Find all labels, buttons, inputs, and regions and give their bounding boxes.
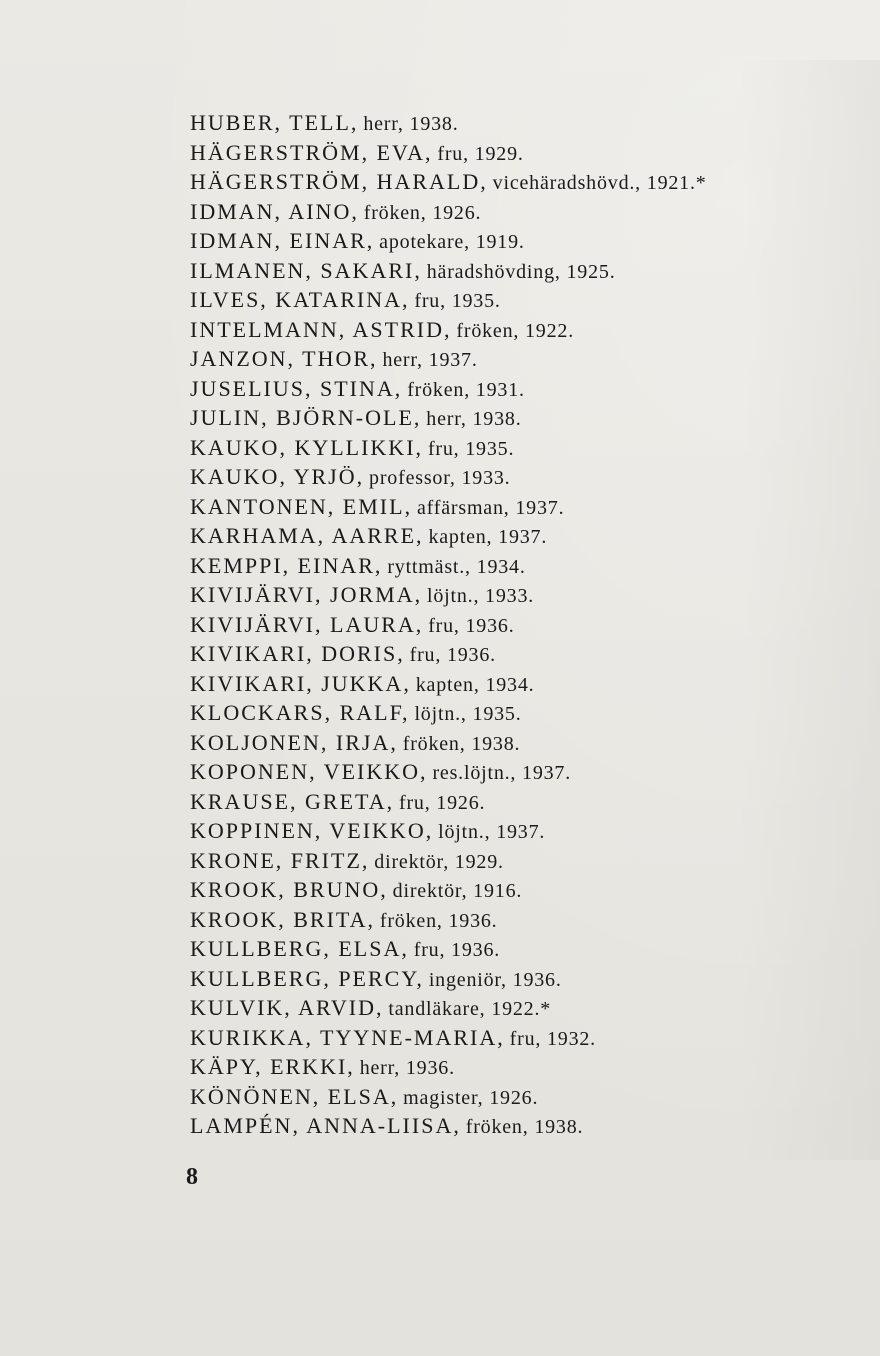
list-item xyxy=(190,108,707,138)
entry-name: KIVIKARI, JUKKA, xyxy=(190,670,411,696)
list-item xyxy=(190,226,707,256)
entry-details: fröken, 1938. xyxy=(465,1116,584,1138)
entry-details: ryttmäst., 1934. xyxy=(387,555,526,578)
list-item xyxy=(190,728,707,758)
entry-details: fru, 1936. xyxy=(413,939,501,961)
entry-name: KRAUSE, GRETA, xyxy=(190,788,395,814)
entry-name: KAUKO, KYLLIKKI, xyxy=(190,434,424,460)
entry-name: KULLBERG, ELSA, xyxy=(190,936,409,961)
entry-name: KULLBERG, PERCY, xyxy=(190,965,424,991)
entry-details: löjtn., 1935. xyxy=(414,703,522,725)
list-item xyxy=(190,816,707,846)
entry-name: KOLJONEN, IRJA, xyxy=(190,729,398,755)
list-item xyxy=(190,462,707,492)
list-item xyxy=(190,197,707,227)
list-item xyxy=(190,639,707,669)
entry-details: fröken, 1926. xyxy=(363,201,482,224)
list-item xyxy=(190,757,707,787)
list-item xyxy=(190,993,707,1023)
member-list xyxy=(190,108,707,1141)
entry-details: fru, 1929. xyxy=(437,142,524,165)
list-item xyxy=(190,315,707,345)
entry-name: KIVIKARI, DORIS, xyxy=(190,641,405,666)
list-item xyxy=(190,551,707,581)
entry-details: herr, 1937. xyxy=(382,349,478,371)
list-item xyxy=(190,934,707,964)
entry-name: IDMAN, EINAR, xyxy=(190,228,375,253)
entry-name: KROOK, BRITA, xyxy=(190,906,375,932)
list-item xyxy=(190,875,707,905)
entry-name: IDMAN, AINO, xyxy=(190,198,359,224)
entry-name: HÄGERSTRÖM, EVA, xyxy=(190,139,433,165)
entry-details: fru, 1935. xyxy=(427,437,515,460)
list-item xyxy=(190,521,707,551)
list-item xyxy=(190,492,707,522)
list-item xyxy=(190,285,707,315)
list-item xyxy=(190,344,707,374)
entry-details: herr, 1938. xyxy=(426,408,522,430)
entry-details: fröken, 1922. xyxy=(456,319,575,342)
entry-details: herr, 1936. xyxy=(359,1057,455,1079)
entry-name: KULVIK, ARVID, xyxy=(190,995,384,1020)
entry-details: direktör, 1916. xyxy=(392,880,523,902)
entry-name: KOPONEN, VEIKKO, xyxy=(190,759,428,784)
list-item xyxy=(190,256,707,286)
list-item xyxy=(190,138,707,168)
list-item xyxy=(190,167,707,197)
list-item xyxy=(190,1023,707,1053)
list-item xyxy=(190,698,707,728)
list-item xyxy=(190,669,707,699)
entry-name: LAMPÉN, ANNA-LIISA, xyxy=(190,1113,461,1138)
entry-name: JANZON, THOR, xyxy=(190,346,378,371)
list-item xyxy=(190,1052,707,1082)
list-item xyxy=(190,787,707,817)
list-item xyxy=(190,1111,707,1141)
entry-name: KÖNÖNEN, ELSA, xyxy=(190,1083,399,1109)
entry-details: fru, 1936. xyxy=(428,614,515,637)
entry-details: fröken, 1936. xyxy=(379,909,498,932)
entry-name: KOPPINEN, VEIKKO, xyxy=(190,818,434,843)
entry-name: KEMPPI, EINAR, xyxy=(190,552,383,578)
list-item xyxy=(190,964,707,994)
entry-name: KANTONEN, EMIL, xyxy=(190,493,413,519)
list-item xyxy=(190,1082,707,1112)
entry-details: magister, 1926. xyxy=(403,1086,539,1109)
entry-name: KAUKO, YRJÖ, xyxy=(190,464,365,489)
entry-name: INTELMANN, ASTRID, xyxy=(190,316,452,342)
list-item xyxy=(190,905,707,935)
entry-name: ILVES, KATARINA, xyxy=(190,287,410,312)
entry-details: fröken, 1931. xyxy=(407,378,525,401)
entry-name: HUBER, TELL, xyxy=(190,110,359,135)
entry-details: löjtn., 1937. xyxy=(438,821,546,843)
entry-details: fru, 1935. xyxy=(414,290,501,312)
entry-details: professor, 1933. xyxy=(369,467,511,489)
entry-details: affärsman, 1937. xyxy=(416,496,565,519)
entry-name: ILMANEN, SAKARI, xyxy=(190,257,422,283)
entry-details: kapten, 1937. xyxy=(428,526,548,548)
entry-name: KLOCKARS, RALF, xyxy=(190,700,410,725)
entry-details: kapten, 1934. xyxy=(415,673,535,696)
entry-details: apotekare, 1919. xyxy=(379,231,525,253)
entry-name: KURIKKA, TYYNE-MARIA, xyxy=(190,1024,505,1050)
entry-details: res.löjtn., 1937. xyxy=(432,762,572,784)
entry-name: HÄGERSTRÖM, HARALD, xyxy=(190,169,488,194)
entry-details: fru, 1936. xyxy=(409,644,496,666)
entry-details: ingeniör, 1936. xyxy=(428,968,562,991)
entry-name: KIVIJÄRVI, JORMA, xyxy=(190,582,423,607)
entry-details: häradshövding, 1925. xyxy=(426,260,616,283)
entry-details: herr, 1938. xyxy=(363,113,459,135)
entry-name: KÄPY, ERKKI, xyxy=(190,1054,355,1079)
entry-details: löjtn., 1933. xyxy=(426,585,535,607)
list-item xyxy=(190,433,707,463)
entry-name: JUSELIUS, STINA, xyxy=(190,375,403,401)
entry-details: fru, 1932. xyxy=(509,1027,596,1050)
list-item xyxy=(190,374,707,404)
list-item xyxy=(190,846,707,876)
page-number: 8 xyxy=(186,1164,198,1190)
entry-name: KARHAMA, AARRE, xyxy=(190,523,424,548)
entry-details: tandläkare, 1922.* xyxy=(388,998,552,1020)
entry-name: KIVIJÄRVI, LAURA, xyxy=(190,611,424,637)
list-item xyxy=(190,403,707,433)
list-item xyxy=(190,580,707,610)
entry-details: fröken, 1938. xyxy=(402,732,521,755)
list-item xyxy=(190,610,707,640)
show-through-shadow xyxy=(740,60,880,1160)
entry-name: KROOK, BRUNO, xyxy=(190,877,388,902)
entry-name: JULIN, BJÖRN-OLE, xyxy=(190,405,422,430)
entry-details: fru, 1926. xyxy=(398,791,486,814)
entry-details: vicehäradshövd., 1921.* xyxy=(492,172,707,194)
entry-name: KRONE, FRITZ, xyxy=(190,847,370,873)
entry-details: direktör, 1929. xyxy=(374,850,504,873)
